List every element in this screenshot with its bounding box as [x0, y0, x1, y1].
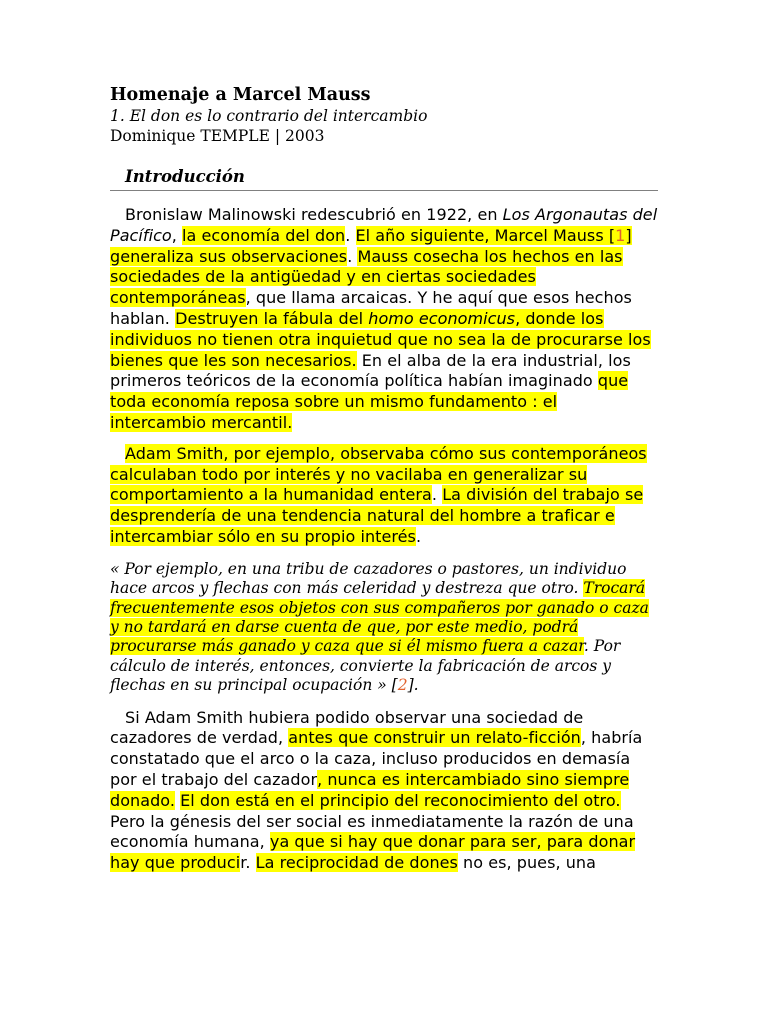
highlighted-text: La división del trabajo se desprendería de una tendencia natural del hombre a traficar e intercambiar sólo en su propio interés — [110, 485, 644, 546]
section-heading-text: Introducción — [125, 167, 245, 186]
document-title: Homenaje a Marcel Mauss — [110, 85, 371, 105]
text-run: Si Adam Smith hubiera podido observar una sociedad de cazadores de verdad, — [110, 707, 584, 748]
highlighted-text: La reciprocidad de dones — [255, 853, 458, 873]
text-run: « Por ejemplo, en una tribu de cazadores o pastores, un individuo hace arcos y flechas con más celeridad y destreza que otro. — [110, 559, 627, 598]
highlighted-text: homo economicus — [368, 308, 516, 328]
text-run: , que llama arcaicas. Y he aquí que esos hechos hablan. — [110, 288, 632, 328]
text-run: Bronislaw Malinowski redescubrió en 1922, en — [125, 205, 503, 224]
document-subtitle: 1. El don es lo contrario del intercambio — [110, 107, 428, 125]
footnote-ref-link[interactable]: 2 — [397, 676, 408, 695]
highlighted-text: ya que si hay que donar para ser, para donar hay que produci — [110, 832, 636, 873]
highlighted-text: El año siguiente, Marcel Mauss [ — [355, 225, 616, 245]
highlighted-text: , nunca es intercambiado sino siempre donado. — [110, 769, 630, 810]
highlighted-text: la economía del don — [182, 225, 346, 245]
text-run: . — [347, 246, 358, 266]
highlighted-text: antes que construir un relato-ficción — [288, 728, 581, 748]
text-run: r. — [240, 853, 256, 873]
block-quote — [110, 560, 658, 696]
document-page — [110, 84, 658, 874]
text-run: . Por cálculo de interés, entonces, convierte la fabricación de arcos y flechas en su principal ocupación » [ — [110, 637, 621, 695]
section-heading — [110, 166, 658, 191]
author-line: Dominique TEMPLE | 2003 — [110, 127, 325, 145]
text-run: . — [415, 526, 422, 546]
highlighted-text: , donde los individuos no tienen otra inquietud que no sea la de procurarse los bienes que les son necesarios. — [110, 308, 651, 370]
text-run: Los Argonautas del Pacífico — [110, 205, 658, 245]
highlighted-text: ] generaliza sus observaciones — [110, 225, 632, 266]
highlighted-text: Adam Smith, por ejemplo, observaba cómo sus contemporáneos calculaban todo por interés y no vacilaba en generalizar su comportamiento a la humanidad entera — [110, 443, 647, 505]
text-run: no es, pues, una — [457, 853, 596, 873]
highlighted-text: que toda economía reposa sobre un mismo fundamento : el intercambio mercantil. — [110, 371, 629, 432]
text-run: Pero la génesis del ser social es inmediatamente la razón de una economía humana, — [110, 811, 634, 852]
text-run: , — [171, 225, 183, 245]
paragraph-2 — [110, 444, 658, 548]
highlighted-text: Trocará frecuentemente esos objetos con sus compañeros por ganado o caza y no tardará en darse cuenta de que, por este medio, podrá procurarse más ganado y caza que si él mismo fuera a cazar — [110, 579, 649, 656]
highlighted-text: El don está en el principio del reconocimiento del otro. — [180, 790, 621, 810]
highlighted-text: Destruyen la fábula del — [175, 308, 369, 328]
footnote-ref-link[interactable]: 1 — [615, 225, 626, 245]
paragraph-1 — [110, 205, 658, 434]
text-run: . — [431, 485, 443, 505]
text-run: ]. — [407, 676, 419, 695]
text-run: , habría constatado que el arco o la caza, incluso producidos en demasía por el trabajo del cazador — [110, 728, 643, 789]
text-run: . — [345, 225, 356, 245]
highlighted-text: Mauss cosecha los hechos en las sociedades de la antigüedad y en ciertas sociedades contemporáneas — [110, 246, 623, 308]
text-run: En el alba de la era industrial, los primeros teóricos de la economía política habían imaginado — [110, 350, 631, 391]
paragraph-3 — [110, 708, 658, 874]
